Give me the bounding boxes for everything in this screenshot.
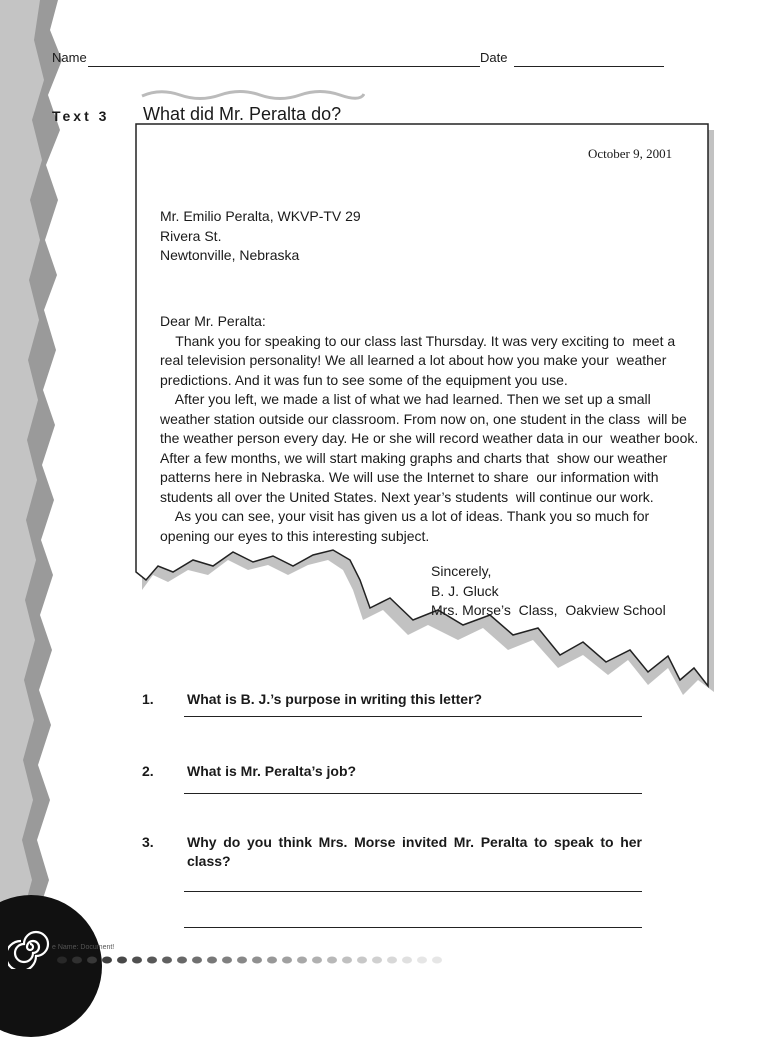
- decorative-dot: [117, 957, 127, 964]
- decorative-dot: [327, 957, 337, 964]
- question-number: 3.: [142, 834, 154, 850]
- decorative-squiggle: [140, 88, 365, 102]
- body-line: patterns here in Nebraska. We will use the Internet to share our information with: [160, 469, 659, 485]
- decorative-dot: [132, 957, 142, 964]
- decorative-dot-row: [56, 954, 456, 966]
- question-text: What is Mr. Peralta’s job?: [187, 763, 357, 779]
- answer-line[interactable]: [184, 793, 642, 794]
- decorative-dot: [432, 957, 442, 964]
- text-number-label: Text 3: [52, 108, 110, 124]
- decorative-dot: [87, 957, 97, 964]
- name-field-line[interactable]: [88, 66, 480, 67]
- decorative-dot: [417, 957, 427, 964]
- name-label: Name: [52, 50, 87, 65]
- question-text: Why do you think Mrs. Morse invited Mr. Peralta to speak to her class?: [187, 834, 642, 869]
- letter-closing: [431, 562, 666, 621]
- letter-date: October 9, 2001: [588, 146, 673, 161]
- decorative-dot: [177, 957, 187, 964]
- body-line: predictions. And it was fun to see some of the equipment you use.: [160, 371, 568, 388]
- answer-line[interactable]: [184, 716, 642, 717]
- decorative-dot: [207, 957, 217, 964]
- decorative-dot: [372, 957, 382, 964]
- decorative-dot: [237, 957, 247, 964]
- date-field-line[interactable]: [514, 66, 664, 67]
- salutation: Dear Mr. Peralta:: [160, 313, 266, 329]
- class-name: Mrs. Morse’s Class, Oakview School: [431, 602, 666, 618]
- letter-address: [160, 207, 361, 266]
- decorative-dot: [342, 957, 352, 964]
- question-number: 1.: [142, 691, 154, 707]
- body-line: After a few months, we will start making graphs and charts that show our weather: [160, 449, 668, 466]
- question-text: What is B. J.’s purpose in writing this letter?: [187, 691, 483, 707]
- address-line: Mr. Emilio Peralta, WKVP-TV 29: [160, 208, 361, 224]
- footer-text: e Name: Document!: [52, 944, 115, 951]
- date-label: Date: [480, 50, 508, 65]
- body-line: opening our eyes to this interesting subject.: [160, 527, 430, 544]
- decorative-dot: [312, 957, 322, 964]
- decorative-dot: [222, 957, 232, 964]
- letter-body: [160, 312, 698, 546]
- page-title: What did Mr. Peralta do?: [143, 104, 342, 124]
- body-line: real television personality! We all learned a lot about how you make your weather: [160, 352, 667, 368]
- answer-line[interactable]: [184, 891, 642, 892]
- decorative-dot: [357, 957, 367, 964]
- question-number: 2.: [142, 763, 154, 779]
- decorative-dot: [162, 957, 172, 964]
- address-line: Newtonville, Nebraska: [160, 247, 300, 263]
- body-line: After you left, we made a list of what we had learned. Then we set up a small: [160, 391, 651, 407]
- decorative-dot: [402, 957, 412, 964]
- body-line: students all over the United States. Next year’s students will continue our work.: [160, 488, 654, 505]
- body-line: As you can see, your visit has given us a lot of ideas. Thank you so much for: [160, 508, 650, 524]
- body-line: the weather person every day. He or she will record weather data in our weather book.: [160, 430, 699, 446]
- body-line: weather station outside our classroom. From now on, one student in the class will be: [160, 410, 687, 427]
- decorative-dot: [282, 957, 292, 964]
- decorative-dot: [252, 957, 262, 964]
- spiral-icon: [8, 925, 52, 969]
- decorative-dot: [387, 957, 397, 964]
- answer-line[interactable]: [184, 927, 642, 928]
- decorative-dot: [297, 957, 307, 964]
- torn-paper-edge: [0, 0, 70, 1024]
- decorative-dot: [267, 957, 277, 964]
- decorative-dot: [72, 957, 82, 964]
- signature-name: B. J. Gluck: [431, 582, 499, 599]
- decorative-dot: [102, 957, 112, 964]
- address-line: Rivera St.: [160, 227, 222, 244]
- decorative-dot: [57, 957, 67, 964]
- closing-line: Sincerely,: [431, 563, 492, 579]
- decorative-dot: [192, 957, 202, 964]
- body-line: Thank you for speaking to our class last Thursday. It was very exciting to meet a: [160, 332, 676, 349]
- decorative-dot: [147, 957, 157, 964]
